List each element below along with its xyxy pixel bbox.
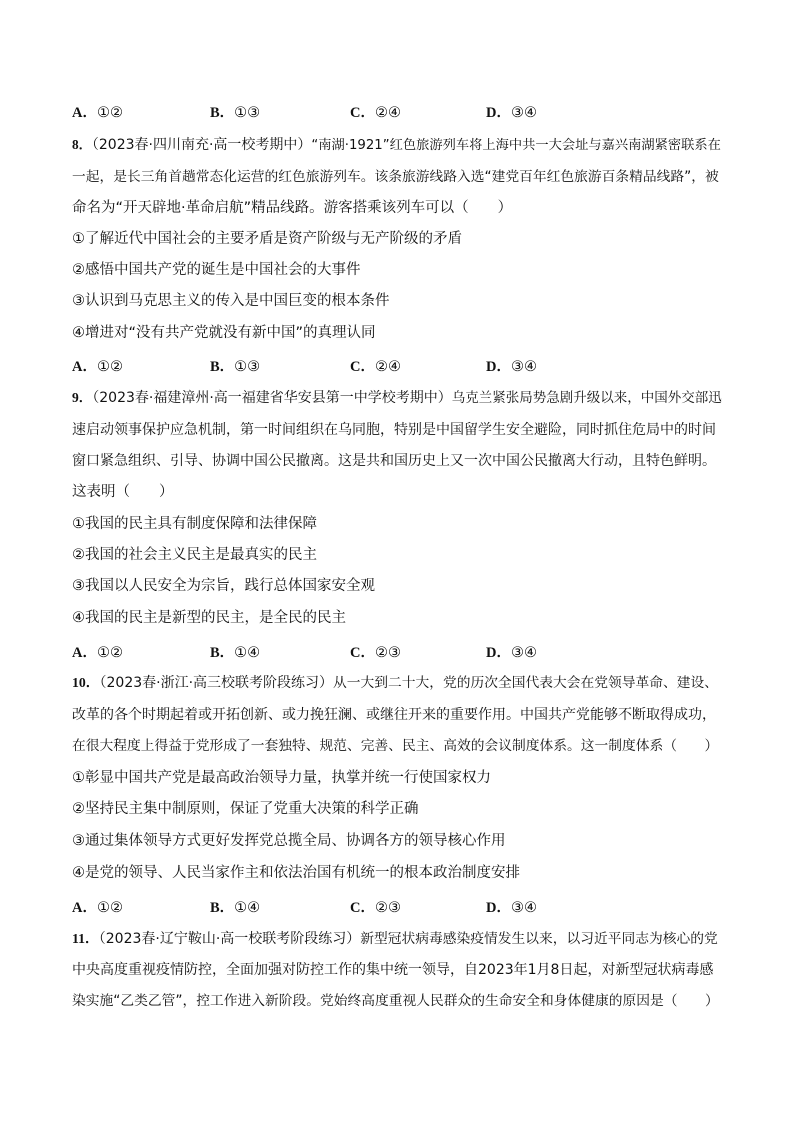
option-c: C．②④	[350, 359, 401, 375]
question-8-statement-3: ③认识到马克思主义的传入是中国巨变的根本条件	[72, 293, 390, 309]
option-d: D．③④	[486, 359, 537, 375]
question-9-statement-2: ②我国的社会主义民主是最真实的民主	[72, 547, 317, 563]
question-9-options	[72, 641, 722, 663]
option-a: A．①②	[72, 645, 123, 661]
question-8-statement-4: ④增进对“没有共产党就没有新中国”的真理认同	[72, 325, 376, 341]
question-8-line-1: 8．（2023春·四川南充·高一校考期中）“南湖·1921”红色旅游列车将上海中共一大会址与嘉兴南湖紧密联系在	[72, 137, 721, 153]
option-d: D．③④	[486, 105, 537, 121]
question-8-line-3: 命名为“开天辟地·革命启航”精品线路。游客搭乘该列车可以（ ）	[72, 200, 513, 216]
options-row-prev	[72, 101, 722, 123]
question-10-statement-4: ④是党的领导、人民当家作主和依法治国有机统一的根本政治制度安排	[72, 865, 520, 881]
question-8-options	[72, 355, 722, 377]
option-a: A．①②	[72, 900, 123, 916]
question-10-options	[72, 896, 722, 918]
question-10-statement-1: ①彰显中国共产党是最高政治领导力量，执掌并统一行使国家权力	[72, 770, 491, 786]
option-c: C．②③	[350, 645, 401, 661]
option-b: B．①③	[210, 359, 261, 375]
question-10-line-1: 10．（2023春·浙江·高三校联考阶段练习）从一大到二十大，党的历次全国代表大会在党领导革命、建设、	[72, 675, 719, 691]
question-8-statement-1: ①了解近代中国社会的主要矛盾是资产阶级与无产阶级的矛盾	[72, 231, 462, 247]
question-9-statement-3: ③我国以人民安全为宗旨，践行总体国家安全观	[72, 578, 375, 594]
question-9-line-4: 这表明（ ）	[72, 484, 174, 500]
option-c: C．②④	[350, 105, 401, 121]
question-9-line-3: 窗口紧急组织、引导、协调中国公民撤离。这是共和国历史上又一次中国公民撤离大行动，且特色鲜明。	[72, 453, 716, 469]
question-10-statement-2: ②坚持民主集中制原则，保证了党重大决策的科学正确	[72, 801, 419, 817]
question-8-line-2: 一起，是长三角首趟常态化运营的红色旅游列车。该条旅游线路入选“建党百年红色旅游百条精品线路”，被	[72, 169, 719, 185]
option-d: D．③④	[486, 645, 537, 661]
question-11-line-1: 11．（2023春·辽宁鞍山·高一校联考阶段练习）新型冠状病毒感染疫情发生以来，以习近平同志为核心的党	[72, 931, 718, 947]
option-a: A．①②	[72, 359, 123, 375]
option-c: C．②③	[350, 900, 401, 916]
question-9-line-1: 9．（2023春·福建漳州·高一福建省华安县第一中学校考期中）乌克兰紧张局势急剧升级以来，中国外交部迅	[72, 390, 722, 406]
question-11-line-3: 染实施“乙类乙管”，控工作进入新阶段。党始终高度重视人民群众的生命安全和身体健康的原因是（ ）	[72, 993, 719, 1009]
question-10-line-2: 改革的各个时期起着或开拓创新、或力挽狂澜、或继往开来的重要作用。中国共产党能够不断取得成功，	[72, 707, 716, 723]
question-11-line-2: 中央高度重视疫情防控，全面加强对防控工作的集中统一领导，自2023年1月8日起，对新型冠状病毒感	[72, 962, 714, 978]
option-b: B．①④	[210, 900, 261, 916]
question-10-line-3: 在很大程度上得益于党形成了一套独特、规范、完善、民主、高效的会议制度体系。这一制度体系（ ）	[72, 738, 719, 754]
option-d: D．③④	[486, 900, 537, 916]
question-10-statement-3: ③通过集体领导方式更好发挥党总揽全局、协调各方的领导核心作用	[72, 833, 506, 849]
question-9-statement-4: ④我国的民主是新型的民主，是全民的民主	[72, 610, 346, 626]
option-b: B．①③	[210, 105, 261, 121]
question-9-statement-1: ①我国的民主具有制度保障和法律保障	[72, 516, 317, 532]
option-a: A．①②	[72, 105, 123, 121]
option-b: B．①④	[210, 645, 261, 661]
question-8-statement-2: ②感悟中国共产党的诞生是中国社会的大事件	[72, 262, 361, 278]
question-9-line-2: 速启动领事保护应急机制，第一时间组织在乌同胞，特别是中国留学生安全避险，同时抓住危局中的时间	[72, 422, 716, 438]
